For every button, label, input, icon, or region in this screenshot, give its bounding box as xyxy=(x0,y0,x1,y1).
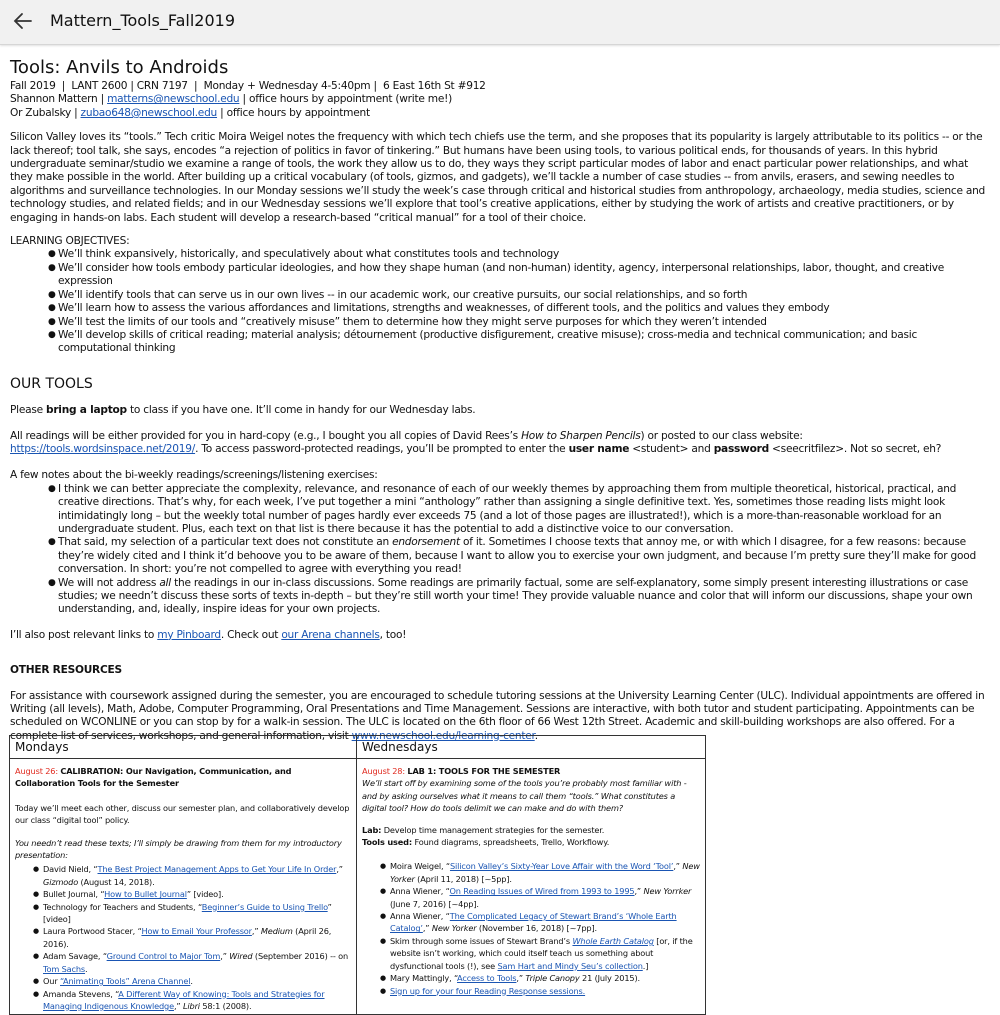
text: Skim through some issues of Stewart Brand’s xyxy=(390,935,573,946)
text: ) or posted to our class website: xyxy=(640,429,803,442)
our-tools-heading: OUR TOOLS xyxy=(10,375,93,392)
text: Laura Portwood Stacer, “ xyxy=(43,926,142,937)
document-body xyxy=(10,56,990,743)
text: .] xyxy=(642,960,649,971)
text: 21 (July 2015). xyxy=(579,973,640,984)
text: ,” xyxy=(634,886,644,897)
text: <seecritfilez>. Not so secret, eh? xyxy=(768,442,942,455)
list-item: ● We’ll think expansively, historically, and speculatively about what constitutes tools and technology xyxy=(48,248,990,261)
text: . xyxy=(190,976,193,987)
text: (June 7, 2016) [~4pp]. xyxy=(390,898,479,909)
notes-label: A few notes about the bi-weekly readings/screenings/listening exercises: xyxy=(10,469,378,482)
text: ,” xyxy=(422,923,432,934)
text: (November 16, 2018) [~7pp]. xyxy=(476,923,597,934)
text: (September 2016) -- on xyxy=(252,951,349,962)
session-title: CALIBRATION: Our Navigation, Communication, and Collaboration Tools for the Semester xyxy=(15,766,292,789)
top-bar xyxy=(0,0,1000,45)
text: <student> and xyxy=(629,442,714,455)
text: ” [video]. xyxy=(186,889,224,900)
reading-link[interactable]: The Complicated Legacy of Stewart Brand’s ‘Whole Earth Catalog’ xyxy=(390,911,677,934)
text: ,” xyxy=(673,861,683,872)
mondays-column xyxy=(10,736,357,1014)
tools-used-label: Tools used: xyxy=(362,837,413,848)
text: Mary Mattingly, “ xyxy=(390,973,458,984)
text-italic: all xyxy=(159,576,171,589)
readings-note xyxy=(10,430,990,457)
text: . To access password-protected readings, you’ll be prompted to enter the xyxy=(195,442,569,455)
text: Please xyxy=(10,404,46,417)
list-item xyxy=(380,860,700,885)
reading-link[interactable]: Silicon Valley’s Sixty-Year Love Affair with the Word ‘Tool’ xyxy=(449,861,674,872)
list-item xyxy=(48,577,990,617)
instructor-1-name: Shannon Mattern | xyxy=(10,93,108,106)
back-arrow-icon[interactable] xyxy=(12,10,34,32)
reading-link[interactable]: Access to Tools xyxy=(457,973,517,984)
pinboard-link[interactable]: my Pinboard xyxy=(157,628,221,641)
session-date: August 26: xyxy=(15,766,61,776)
list-item xyxy=(380,935,700,972)
instructor-2-note: | office hours by appointment xyxy=(217,106,370,119)
instructor-2-name: Or Zubalsky | xyxy=(10,106,81,119)
list-item: ● We’ll develop skills of critical reading; material analysis; détournement (productive disfigurement, creative misuse); cross-media and technical communication; and basic computational thinking xyxy=(48,329,990,356)
user-name-label: user name xyxy=(568,442,630,455)
list-item: ● We’ll test the limits of our tools and “creatively misuse” them to determine how they might serve purposes for which they weren’t intended xyxy=(48,316,990,329)
text: David Nield, “ xyxy=(43,864,98,875)
text: . xyxy=(85,963,88,974)
text: Amanda Stevens, “ xyxy=(43,988,119,999)
class-website-link[interactable]: https://tools.wordsinspace.net/2019/ xyxy=(10,442,196,455)
text: I’ll also post relevant links to xyxy=(10,628,158,641)
learning-center-link[interactable]: www.newschool.edu/learning-center xyxy=(351,729,535,742)
text: ,” xyxy=(220,951,230,962)
list-item: ● I think we can better appreciate the complexity, relevance, and resonance of each of our weekly themes by approaching them from multiple theoretical, historical, practical, and creative directions. That’s why, for each week, I’ve put together a mini “anthology” rather than assigning a single definitive text. Yes, sometimes those reading lists might look intimidatingly long – but the weekly total number of pages hardly ever exceeds 75 (and a lot of those pages are illustrated!), which is a more-than-reasonable workload for an undergraduate student. Plus, each text on that list is there because it has the potential to add a distinctive voice to our conversation. xyxy=(48,483,990,537)
text: (August 14, 2018). xyxy=(78,876,155,887)
arena-channels-link[interactable]: our Arena channels xyxy=(281,628,380,641)
text: Found diagrams, spreadsheets, Trello, Workflowy. xyxy=(412,837,610,848)
text: of it. Sometimes I choose texts that annoy me, or with which I disagree, for a few reasons: because they’re widely cited and I think it’d behoove you to be aware of them, because I want to allow you to exercise your own judgment, and because I’m pretty sure they’ll make for good conversation. In short: you’re not compelled to agree with everything you read! xyxy=(58,536,976,576)
instructor-2 xyxy=(10,107,990,120)
list-item xyxy=(33,925,351,950)
session-description: Today we’ll meet each other, discuss our semester plan, and collaboratively develop our class “digital tool” policy. xyxy=(15,802,350,826)
text: the readings in our in-class discussions. Some readings are primarily factual, some are self-explanatory, some simply present interesting illustrations or case studies; we needn’t discuss these sorts of texts in-depth – but they’re still worth your time! They provide valuable nuance and color that will inform our discussions, shape your own understanding, and, ideally, inspire ideas for your own projects. xyxy=(58,576,973,616)
text: Adam Savage, “ xyxy=(43,951,107,962)
instructor-1 xyxy=(10,93,990,106)
text: Anna Wiener, “ xyxy=(390,911,450,922)
text: Anna Wiener, “ xyxy=(390,886,450,897)
session-heading xyxy=(15,765,351,790)
text: Technology for Teachers and Students, “ xyxy=(43,901,202,912)
text: , too! xyxy=(379,628,407,641)
tools-used-line xyxy=(362,836,700,848)
list-item xyxy=(380,910,700,935)
reading-link[interactable]: The Best Project Management Apps to Get Your Life In Order xyxy=(97,864,337,875)
session-intro: We’ll start off by examining some of the tools you’re probably most familiar with - and by asking ourselves what it means to call them “tools.” What constitutes a digital tool? How do tools delimit we can make and do with them? xyxy=(362,778,687,814)
instructor-1-email-link[interactable]: matterns@newschool.edu xyxy=(107,93,240,106)
reading-link[interactable]: Sam Hart and Mindy Seu’s collection xyxy=(497,960,643,971)
lab-label: Lab: xyxy=(362,824,382,835)
list-item xyxy=(48,536,990,576)
publication: Medium xyxy=(260,926,293,937)
publication: Triple Canopy xyxy=(525,973,580,984)
reading-link[interactable]: Ground Control to Major Tom xyxy=(106,951,221,962)
book-title: How to Sharpen Pencils xyxy=(521,429,641,442)
text-italic: endorsement xyxy=(392,536,460,549)
text: (April 26, 2016). xyxy=(43,926,332,949)
text: Our xyxy=(43,976,61,987)
session-date: August 28: xyxy=(362,766,408,776)
list-item: ● We’ll identify tools that can serve us in our own lives -- in our academic work, our creative pursuits, our social relationships, and so forth xyxy=(48,289,990,302)
document-title: Mattern_Tools_Fall2019 xyxy=(50,11,235,30)
text: . xyxy=(534,729,538,742)
reading-link[interactable]: How to Bullet Journal xyxy=(104,889,187,900)
text: ,” xyxy=(251,926,261,937)
other-resources-heading: OTHER RESOURCES xyxy=(10,664,122,677)
list-item xyxy=(33,863,351,888)
text: All readings will be either provided for you in hard-copy (e.g., I bought you all copies of David Rees’s xyxy=(10,429,522,442)
publication: Wired xyxy=(229,951,253,962)
list-item xyxy=(380,885,700,910)
laptop-note xyxy=(10,404,990,417)
reading-link[interactable]: Beginner’s Guide to Using Trello xyxy=(201,901,328,912)
course-title: Tools: Anvils to Androids xyxy=(10,57,229,78)
session-heading xyxy=(362,765,700,777)
wed-readings-list xyxy=(380,860,700,996)
list-item xyxy=(33,901,351,926)
publication: Gizmodo xyxy=(43,876,79,887)
text: . Check out xyxy=(220,628,282,641)
reading-link[interactable]: How to Email Your Professor xyxy=(141,926,252,937)
text: Bullet Journal, “ xyxy=(43,889,105,900)
text: ,” xyxy=(336,864,343,875)
text: Moira Weigel, “ xyxy=(390,861,450,872)
course-description: Silicon Valley loves its “tools.” Tech critic Moira Weigel notes the frequency with which tech chiefs use the term, and she proposes that its popularity is largely attributable to its politics -- or the lack thereof; tool talk, she says, encodes “a rejection of politics in favor of tinkering.” But humans have been using tools, to various political ends, for thousands of years. In this hybrid undergraduate seminar/studio we examine a range of tools, the work they allow us to do, they ways they script particular modes of labor and enact particular power relationships, and what they make possible in the world. After building up a critical vocabulary (of tools, gizmos, and gadgets), we’ll tackle a number of case studies -- from anvils, erasers, and sewing needles to algorithms and surveillance technologies. In our Monday sessions we’ll study the week’s case through critical and historical studies from anthropology, archaeology, media studies, science and technology studies, and related fields; and in our Wednesday sessions we’ll explore that tool’s creative applications, either by studying the work of artists and creative practitioners, or by engaging in hands-on labs. Each student will develop a research-based “critical manual” for a tool of their choice. xyxy=(10,131,986,224)
signup-link[interactable]: Sign up for your four Reading Response sessions. xyxy=(390,985,586,996)
publication: New Yorker xyxy=(431,923,477,934)
reading-link[interactable]: Whole Earth Catalog xyxy=(572,935,654,946)
text: That said, my selection of a particular text does not constitute an xyxy=(58,536,393,549)
text-bold: bring a laptop xyxy=(46,404,127,417)
publication: New Yorrker xyxy=(643,886,692,897)
learning-objectives-list xyxy=(48,248,990,355)
text: For assistance with coursework assigned during the semester, you are encouraged to schedule tutoring sessions at the University Learning Center (ULC). Individual appointments are offered in Writing (all levels), Math, Adobe, Computer Programming, Oral Presentations and Time Management. Sessions are interactive, with both tutor and student participating. Appointments can be scheduled on WCONLINE or you can stop by for a walk-in session. The ULC is located on the 6th floor of 66 West 12th Street. Academic and skill-building workshops are also offered. For a complete list of services, workshops, and general information, visit xyxy=(10,689,985,742)
text: to class if you have one. It’ll come in handy for our Wednesday labs. xyxy=(126,404,476,417)
mon-readings-list xyxy=(33,863,351,1012)
reading-link[interactable]: A Different Way of Knowing: Tools and Strategies for Managing Indigenous Knowledge xyxy=(43,988,325,1011)
text: We will not address xyxy=(58,576,160,589)
list-item: ● We’ll consider how tools embody particular ideologies, and how they shape human (and non-human) identity, agency, interpersonal relationships, labor, thought, and creative expression xyxy=(48,262,990,289)
course-meta: Fall 2019 | LANT 2600 | CRN 7197 | Monday + Wednesday 4-5:40pm | 6 East 16th St #912 xyxy=(10,80,486,92)
list-item xyxy=(380,985,700,997)
list-item xyxy=(380,972,700,984)
text: (April 11, 2018) [~5pp]. xyxy=(414,873,512,884)
publication: Libri xyxy=(182,1000,200,1011)
mondays-header: Mondays xyxy=(10,736,356,759)
list-item xyxy=(33,950,351,975)
list-item xyxy=(33,975,351,987)
list-item: ● We’ll learn how to assess the various affordances and limitations, strengths and weaknesses, of different tools, and the politics and values they embody xyxy=(48,302,990,315)
wednesdays-header: Wednesdays xyxy=(357,736,705,759)
instructor-1-note: | office hours by appointment (write me!) xyxy=(239,93,452,106)
text: ,” xyxy=(516,973,526,984)
session-title: LAB 1: TOOLS FOR THE SEMESTER xyxy=(407,766,561,776)
reading-link[interactable]: Tom Sachs xyxy=(43,963,86,974)
notes-list xyxy=(48,483,990,617)
schedule-table xyxy=(9,735,706,1015)
reading-link[interactable]: On Reading Issues of Wired from 1993 to 1995 xyxy=(449,886,635,897)
session-note: You needn’t read these texts; I’ll simply be drawing from them for my introductory presentation: xyxy=(15,837,342,861)
text: 58:1 (2008). xyxy=(199,1000,252,1011)
wednesdays-column xyxy=(357,736,705,1014)
lab-line xyxy=(362,824,700,836)
instructor-2-email-link[interactable]: zubao648@newschool.edu xyxy=(80,106,218,119)
text: [or, if the website isn’t working, which could itself teach us something about dysfunctional tools (!), see xyxy=(390,935,693,971)
links-note xyxy=(10,629,990,642)
learning-objectives-label: LEARNING OBJECTIVES: xyxy=(10,235,130,248)
text: ” [video] xyxy=(43,901,332,925)
publication: New Yorker xyxy=(390,861,700,884)
password-label: password xyxy=(713,442,769,455)
text: ,” xyxy=(173,1000,183,1011)
text: Develop time management strategies for the semester. xyxy=(381,824,605,835)
list-item xyxy=(33,888,351,900)
reading-link[interactable]: “Animating Tools” Arena Channel xyxy=(60,976,191,987)
